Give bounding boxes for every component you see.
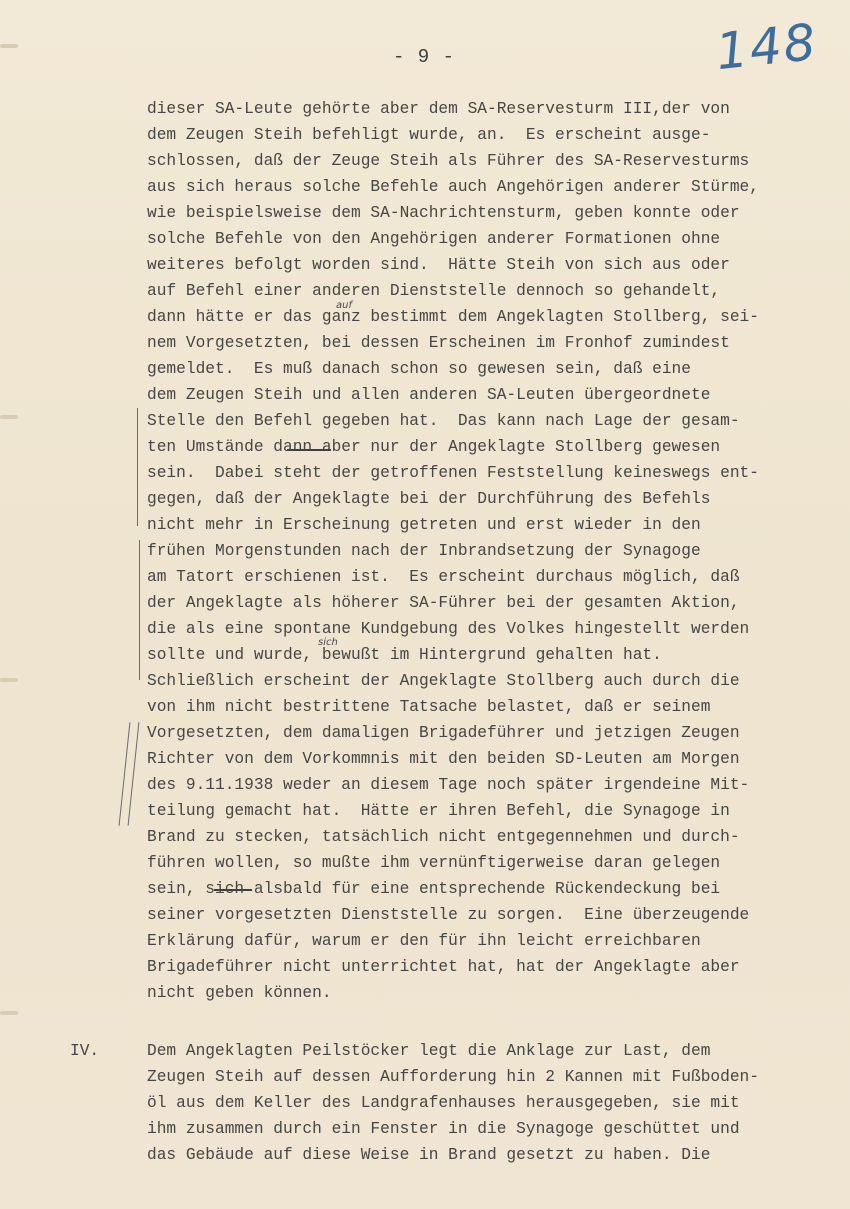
text-line: teilung gemacht hat. Hätte er ihren Befehl, die Synagoge in xyxy=(147,802,730,820)
text-line: die als eine spontane Kundgebung des Volkes hingestellt werden xyxy=(147,620,750,638)
text-line: frühen Morgenstunden nach der Inbrandsetzung der Synagoge xyxy=(147,542,701,560)
margin-mark xyxy=(128,722,140,826)
text-line: dem Zeugen Steih und allen anderen SA-Leuten übergeordnete xyxy=(147,386,711,404)
text-line: Vorgesetzten, dem damaligen Brigadeführer und jetzigen Zeugen xyxy=(147,724,740,742)
margin-mark xyxy=(137,408,138,526)
text-line: Schließlich erscheint der Angeklagte Stollberg auch durch die xyxy=(147,672,740,690)
text-line: nicht mehr in Erscheinung getreten und erst wieder in den xyxy=(147,516,701,534)
text-line: ihm zusammen durch ein Fenster in die Synagoge geschüttet und xyxy=(147,1120,740,1138)
text-line: Stelle den Befehl gegeben hat. Das kann nach Lage der gesam- xyxy=(147,412,740,430)
text-line: gemeldet. Es muß danach schon so gewesen sein, daß eine xyxy=(147,360,691,378)
binder-hole xyxy=(0,44,18,48)
text-line: das Gebäude auf diese Weise in Brand gesetzt zu haben. Die xyxy=(147,1146,711,1164)
text-line: Brigadeführer nicht unterrichtet hat, hat der Angeklagte aber xyxy=(147,958,740,976)
text-line: des 9.11.1938 weder an diesem Tage noch später irgendeine Mit- xyxy=(147,776,750,794)
section-number: IV. xyxy=(70,1042,100,1060)
binder-hole xyxy=(0,678,18,682)
text-line: der Angeklagte als höherer SA-Führer bei der gesamten Aktion, xyxy=(147,594,740,612)
text-line: dann hätte er das ganz bestimmt dem Angeklagten Stollberg, sei- xyxy=(147,308,759,326)
text-line: Brand zu stecken, tatsächlich nicht entgegennehmen und durch- xyxy=(147,828,740,846)
text-line: Erklärung dafür, warum er den für ihn leicht erreichbaren xyxy=(147,932,701,950)
text-line: auf Befehl einer anderen Dienststelle dennoch so gehandelt, xyxy=(147,282,721,300)
text-line: sein, sich alsbald für eine entsprechende Rückendeckung bei xyxy=(147,880,721,898)
handwritten-insertion: auf xyxy=(336,300,352,311)
text-line: nem Vorgesetzten, bei dessen Erscheinen im Fronhof zumindest xyxy=(147,334,730,352)
section-iv-text xyxy=(147,1038,837,1168)
margin-mark xyxy=(139,540,140,680)
text-line: führen wollen, so mußte ihm vernünftigerweise daran gelegen xyxy=(147,854,721,872)
text-line: dem Zeugen Steih befehligt wurde, an. Es erscheint ausge- xyxy=(147,126,711,144)
text-line: weiteres befolgt worden sind. Hätte Steih von sich aus oder xyxy=(147,256,730,274)
text-line: von ihm nicht bestrittene Tatsache belastet, daß er seinem xyxy=(147,698,711,716)
binder-hole xyxy=(0,1011,18,1015)
handwritten-folio-number: 148 xyxy=(713,12,821,82)
text-line: aus sich heraus solche Befehle auch Angehörigen anderer Stürme, xyxy=(147,178,759,196)
text-line: Zeugen Steih auf dessen Aufforderung hin 2 Kannen mit Fußboden- xyxy=(147,1068,759,1086)
text-line: öl aus dem Keller des Landgrafenhauses herausgegeben, sie mit xyxy=(147,1094,740,1112)
handwritten-insertion: sich xyxy=(318,637,338,648)
body-text xyxy=(147,96,837,1006)
text-line: nicht geben können. xyxy=(147,984,332,1002)
text-line: wie beispielsweise dem SA-Nachrichtensturm, geben konnte oder xyxy=(147,204,740,222)
text-line: gegen, daß der Angeklagte bei der Durchführung des Befehls xyxy=(147,490,711,508)
text-line: solche Befehle von den Angehörigen anderer Formationen ohne xyxy=(147,230,721,248)
text-line: am Tatort erschienen ist. Es erscheint durchaus möglich, daß xyxy=(147,568,740,586)
text-line: seiner vorgesetzten Dienststelle zu sorgen. Eine überzeugende xyxy=(147,906,750,924)
text-line: Dem Angeklagten Peilstöcker legt die Anklage zur Last, dem xyxy=(147,1042,711,1060)
text-line: dieser SA-Leute gehörte aber dem SA-Reservesturm III,der von xyxy=(147,100,730,118)
text-line: Richter von dem Vorkommnis mit den beiden SD-Leuten am Morgen xyxy=(147,750,740,768)
page-number: - 9 - xyxy=(393,46,456,68)
text-line: schlossen, daß der Zeuge Steih als Führer des SA-Reservesturms xyxy=(147,152,750,170)
text-line: sollte und wurde, bewußt im Hintergrund gehalten hat. xyxy=(147,646,662,664)
text-line: sein. Dabei steht der getroffenen Feststellung keineswegs ent- xyxy=(147,464,759,482)
text-line: ten Umstände dann aber nur der Angeklagte Stollberg gewesen xyxy=(147,438,721,456)
binder-hole xyxy=(0,415,18,419)
